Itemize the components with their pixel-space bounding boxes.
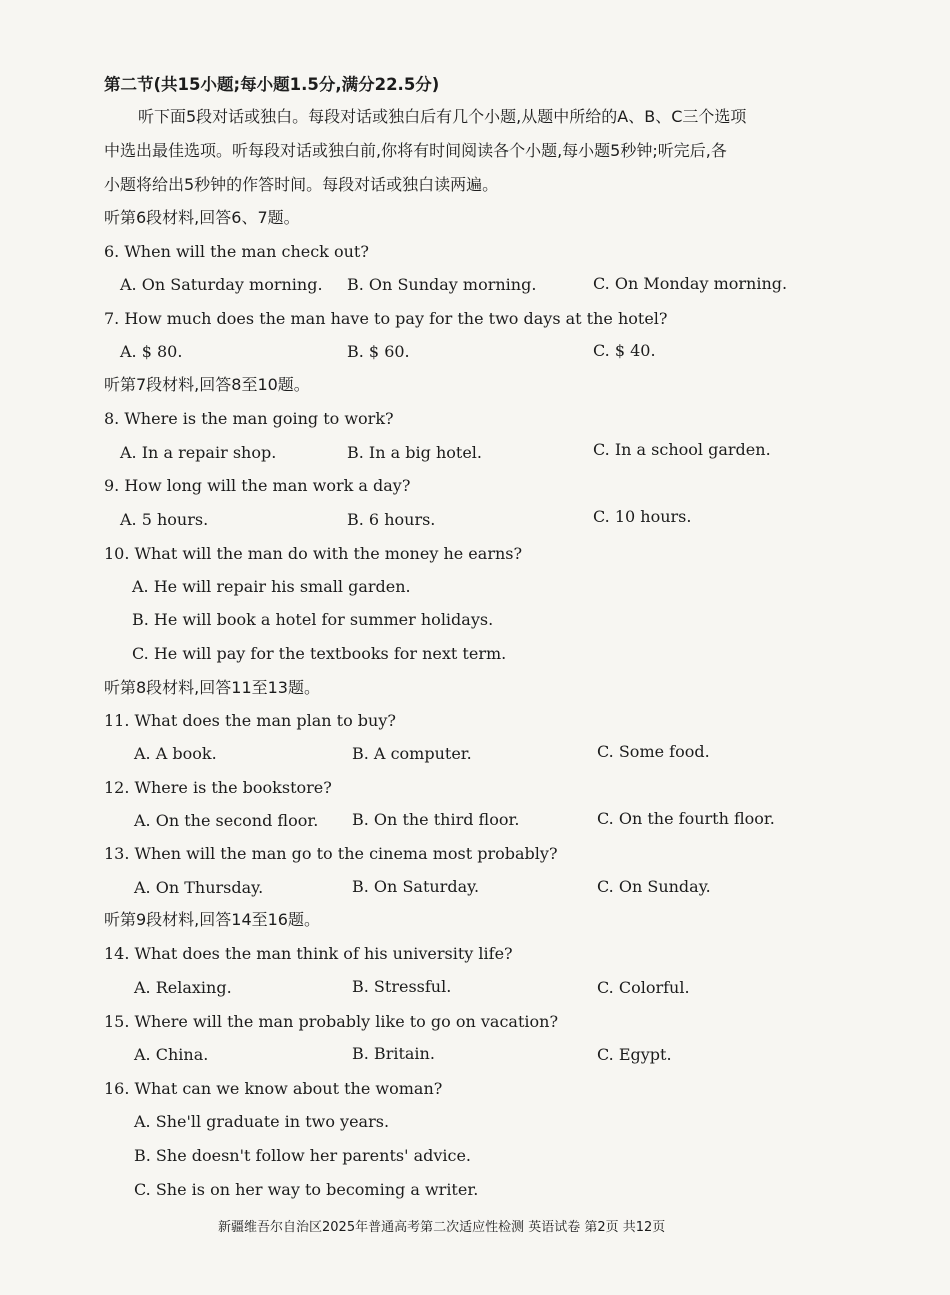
question-text: 13. When will the man go to the cinema most probably? [104,844,558,863]
question-text: 10. What will the man do with the money he earns? [104,544,523,563]
instruction-line: 听下面5段对话或独白。每段对话或独白后有几个小题,从题中所给的A、B、C三个选项 [138,107,747,126]
option-c[interactable]: C. Colorful. [597,978,690,997]
option-a[interactable]: A. In a repair shop. [120,443,277,462]
option-a[interactable]: A. 5 hours. [120,510,209,529]
option-c[interactable]: C. She is on her way to becoming a writer. [134,1180,479,1199]
option-a[interactable]: A. She'll graduate in two years. [134,1112,390,1131]
option-a[interactable]: A. On Thursday. [134,878,264,897]
option-b[interactable]: B. On Saturday. [352,877,480,896]
section-heading: 第二节(共15小题;每小题1.5分,满分22.5分) [104,75,440,94]
option-c[interactable]: C. On Monday morning. [593,274,788,293]
option-a[interactable]: A. On Saturday morning. [120,275,323,294]
question-text: 6. When will the man check out? [104,242,369,261]
option-a[interactable]: A. On the second floor. [134,811,319,830]
option-b[interactable]: B. On the third floor. [352,810,520,829]
option-b[interactable]: B. 6 hours. [347,510,436,529]
option-b[interactable]: B. A computer. [352,744,472,763]
question-text: 9. How long will the man work a day? [104,476,411,495]
question-text: 15. Where will the man probably like to go on vacation? [104,1012,559,1031]
option-c[interactable]: C. $ 40. [593,341,656,360]
page-footer: 新疆维吾尔自治区2025年普通高考第二次适应性检测 英语试卷 第2页 共12页 [218,1220,666,1235]
group-heading: 听第7段材料,回答8至10题。 [104,375,310,394]
group-heading: 听第9段材料,回答14至16题。 [104,910,320,929]
option-b[interactable]: B. He will book a hotel for summer holidays. [132,610,494,629]
option-c[interactable]: C. On the fourth floor. [597,809,775,828]
option-b[interactable]: B. $ 60. [347,342,410,361]
option-b[interactable]: B. In a big hotel. [347,443,482,462]
option-c[interactable]: C. On Sunday. [597,877,711,896]
option-b[interactable]: B. On Sunday morning. [347,275,537,294]
option-c[interactable]: C. He will pay for the textbooks for next term. [132,644,507,663]
option-a[interactable]: A. $ 80. [120,342,183,361]
option-a[interactable]: A. Relaxing. [134,978,232,997]
instruction-line: 中选出最佳选项。听每段对话或独白前,你将有时间阅读各个小题,每小题5秒钟;听完后,各 [104,141,727,160]
option-c[interactable]: C. Some food. [597,742,710,761]
question-text: 16. What can we know about the woman? [104,1079,443,1098]
group-heading: 听第6段材料,回答6、7题。 [104,208,300,227]
option-a[interactable]: A. He will repair his small garden. [132,577,411,596]
option-b[interactable]: B. Britain. [352,1044,435,1063]
option-c[interactable]: C. In a school garden. [593,440,771,459]
question-text: 14. What does the man think of his university life? [104,944,513,963]
option-c[interactable]: C. Egypt. [597,1045,672,1064]
instruction-line: 小题将给出5秒钟的作答时间。每段对话或独白读两遍。 [104,175,499,194]
question-text: 12. Where is the bookstore? [104,778,332,797]
group-heading: 听第8段材料,回答11至13题。 [104,678,320,697]
option-b[interactable]: B. She doesn't follow her parents' advice. [134,1146,472,1165]
option-a[interactable]: A. A book. [134,744,217,763]
question-text: 7. How much does the man have to pay for the two days at the hotel? [104,309,668,328]
question-text: 11. What does the man plan to buy? [104,711,396,730]
option-b[interactable]: B. Stressful. [352,977,452,996]
option-a[interactable]: A. China. [134,1045,209,1064]
question-text: 8. Where is the man going to work? [104,409,394,428]
option-c[interactable]: C. 10 hours. [593,507,692,526]
